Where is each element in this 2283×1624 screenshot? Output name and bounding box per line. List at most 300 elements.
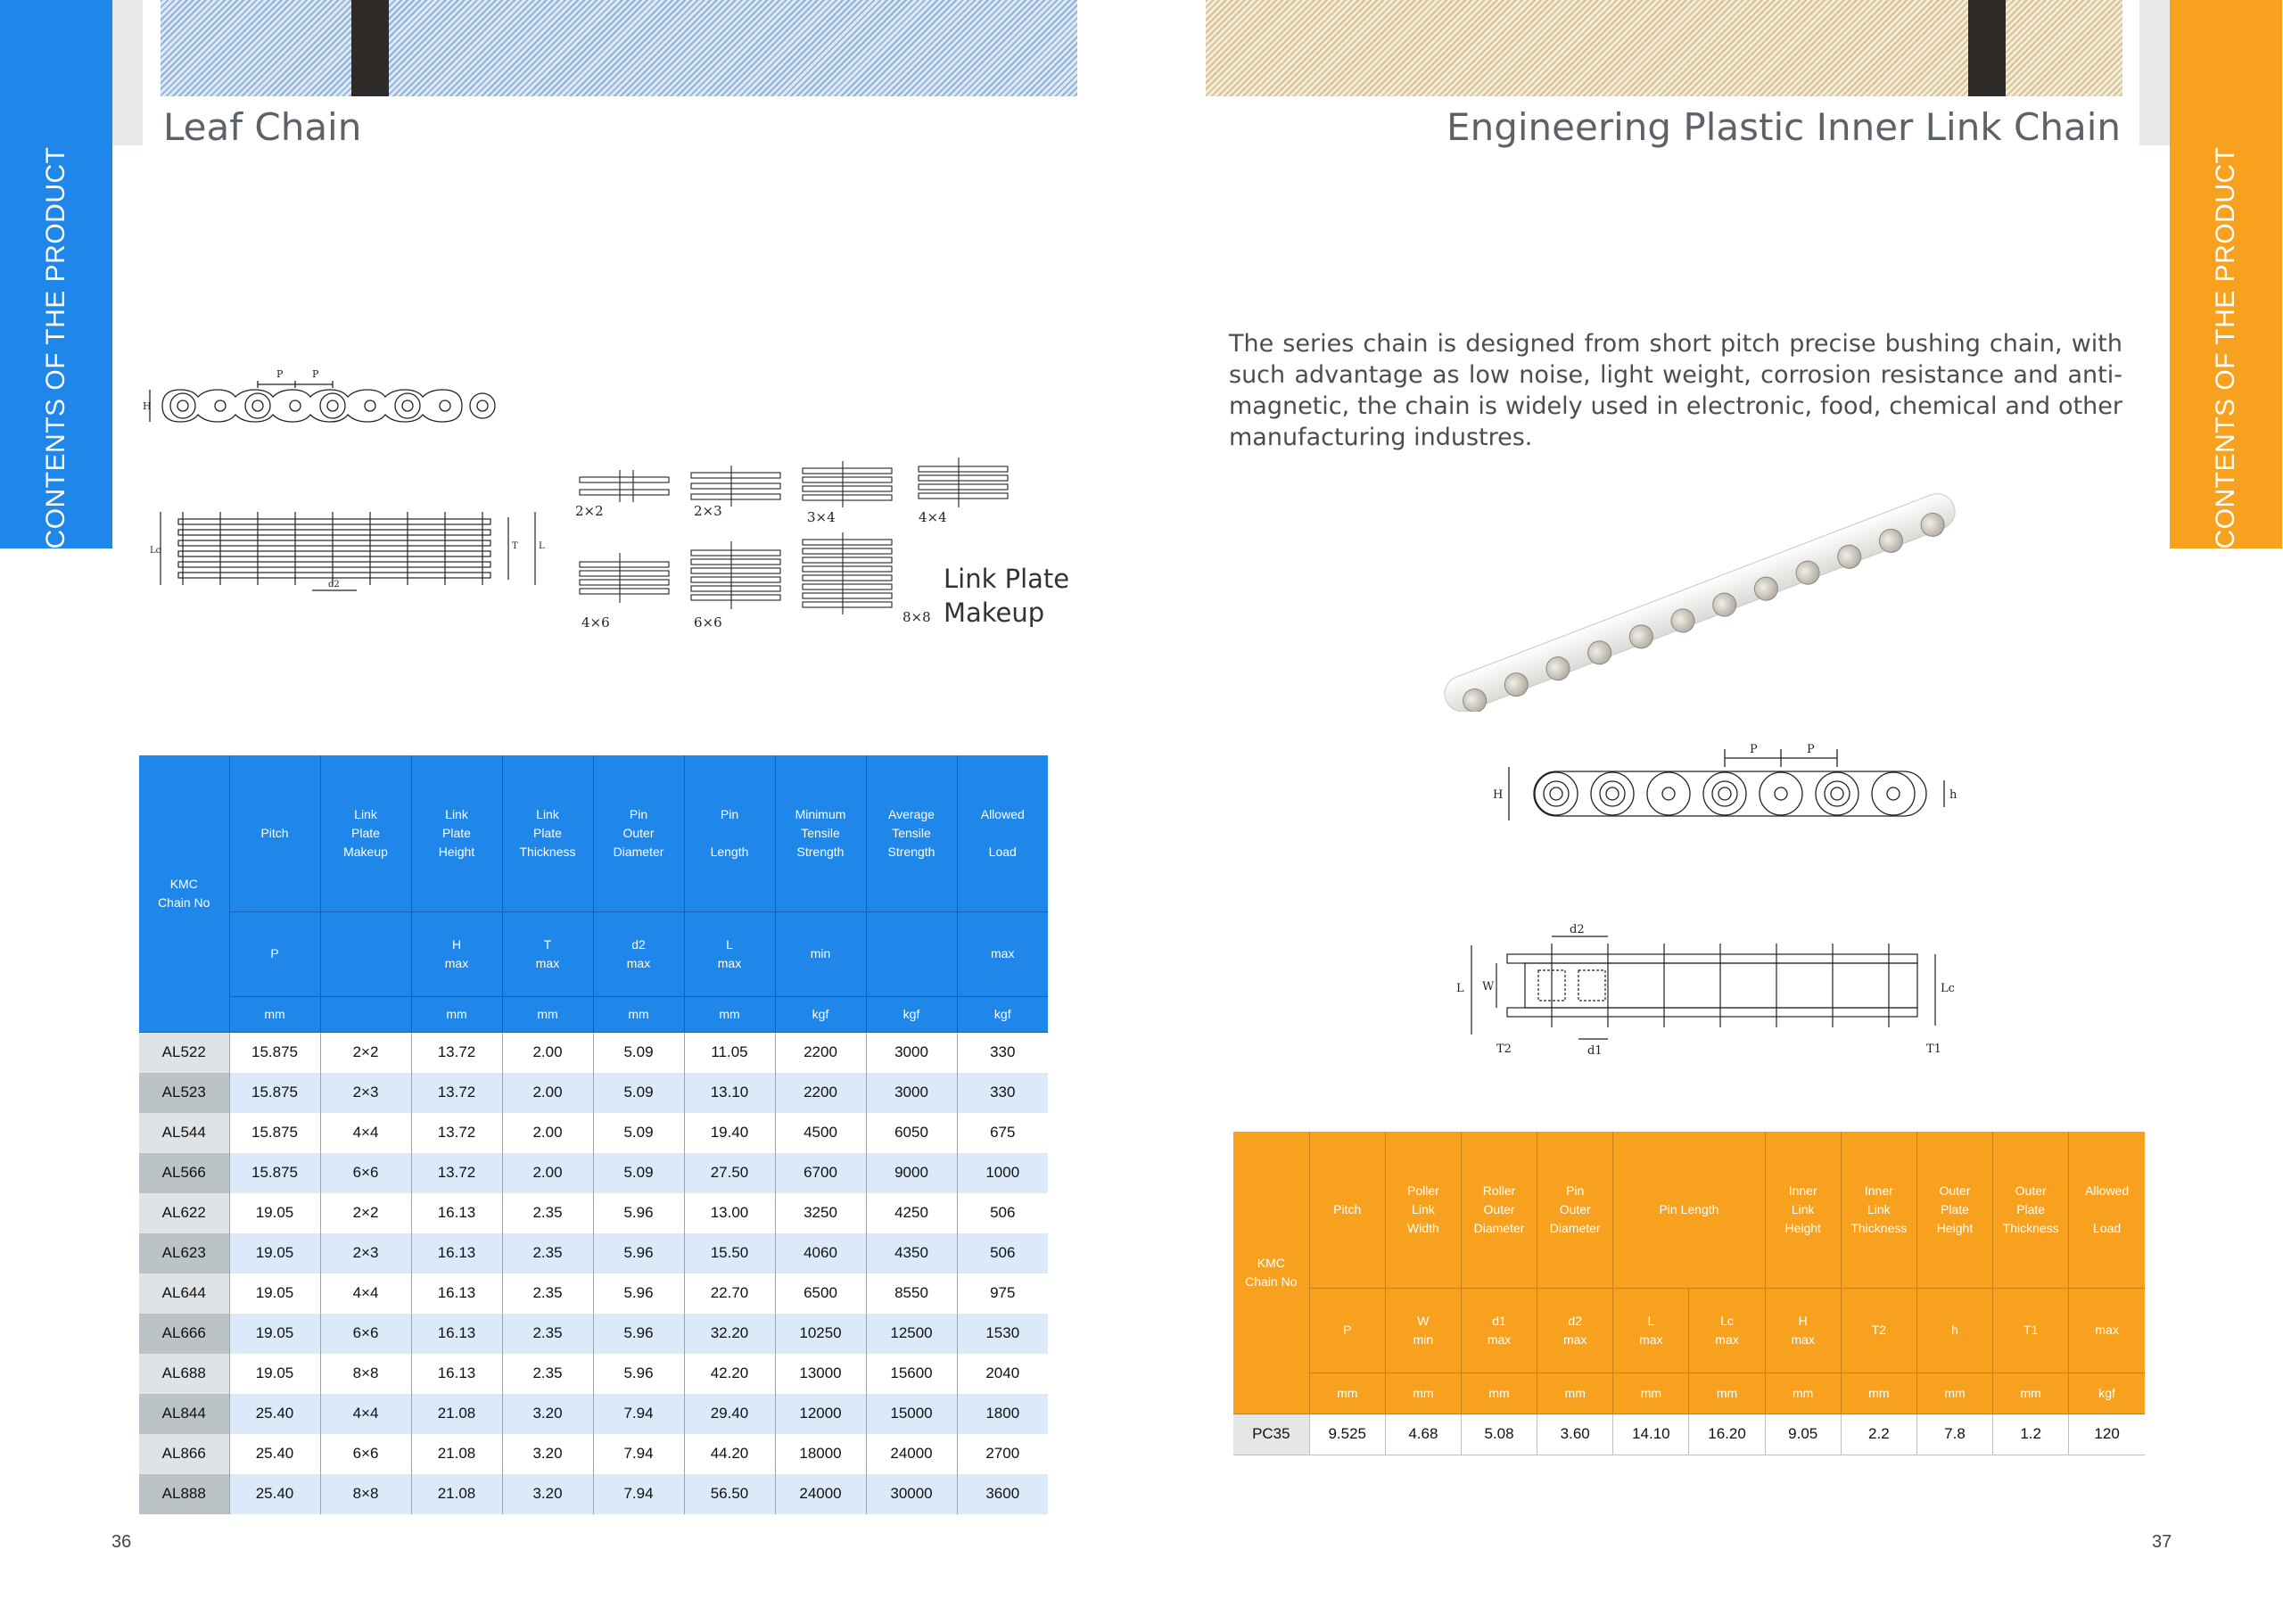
table-cell: 2.00 [502, 1113, 593, 1153]
header-column [1461, 1132, 1537, 1288]
header-symbol [1689, 1288, 1765, 1373]
header-line: h [1951, 1323, 1958, 1337]
table-cell: 13.72 [411, 1032, 502, 1073]
header-line: Link [1867, 1201, 1891, 1216]
header-line: Diameter [1549, 1220, 1601, 1235]
header-line: L [726, 936, 733, 952]
table-row [139, 1354, 1048, 1394]
table-cell: 2.00 [502, 1073, 593, 1113]
table-cell: 5.09 [593, 1032, 684, 1073]
header-line: max [1487, 1331, 1512, 1347]
header-line: min [1413, 1331, 1434, 1347]
header-symbol [1613, 1288, 1689, 1373]
table-cell: 3.20 [502, 1474, 593, 1514]
header-unit: mm [1461, 1373, 1537, 1414]
table-cell: 13.72 [411, 1073, 502, 1113]
left-banner-bar [351, 0, 389, 96]
header-column [1916, 1132, 1992, 1288]
header-column [1993, 1132, 2069, 1288]
table-cell: 13.72 [411, 1153, 502, 1193]
header-column [502, 755, 593, 911]
width-label: W [1482, 980, 1495, 993]
header-line: P [270, 946, 279, 960]
left-side-tab [0, 0, 112, 548]
header-line: Minimum [795, 806, 846, 821]
left-header-banner [161, 0, 1077, 96]
chain-number-cell: AL622 [139, 1193, 229, 1233]
header-line: Link [1412, 1201, 1435, 1216]
header-unit: kgf [957, 996, 1048, 1032]
table-cell: 19.40 [684, 1113, 775, 1153]
header-line: Allowed [2085, 1183, 2130, 1198]
table-cell: 27.50 [684, 1153, 775, 1193]
pitch-label: P [312, 368, 319, 380]
chain-number-cell: AL888 [139, 1474, 229, 1514]
height-label: H [1493, 788, 1504, 802]
table-cell: 8×8 [320, 1354, 411, 1394]
header-unit: mm [1841, 1373, 1916, 1414]
header-unit: mm [1613, 1373, 1689, 1414]
table-cell: 15.875 [229, 1113, 320, 1153]
header-symbol [866, 911, 957, 996]
header-column [1385, 1132, 1461, 1288]
table-cell: 19.05 [229, 1193, 320, 1233]
table-cell: 8550 [866, 1274, 957, 1314]
table-cell: 120 [2069, 1414, 2145, 1455]
header-column [866, 755, 957, 911]
header-line: T [543, 936, 552, 952]
header-line: Link [354, 806, 377, 821]
table-cell: 2200 [775, 1073, 866, 1113]
table-cell: 7.94 [593, 1394, 684, 1434]
table-cell: 25.40 [229, 1394, 320, 1434]
header-line: L [1647, 1313, 1655, 1328]
header-column [2069, 1132, 2145, 1288]
header-line: Makeup [343, 844, 388, 859]
table-cell: 6×6 [320, 1434, 411, 1474]
table-cell: 2×3 [320, 1233, 411, 1274]
table-cell: 18000 [775, 1434, 866, 1474]
table-cell: 2.35 [502, 1314, 593, 1354]
header-column [593, 755, 684, 911]
header-line: Pitch [1333, 1201, 1362, 1216]
table-cell: 16.13 [411, 1193, 502, 1233]
table-cell: 15.875 [229, 1073, 320, 1113]
header-line: Plate [533, 825, 562, 840]
header-line: Chain No [1245, 1274, 1298, 1289]
table-cell: 506 [957, 1233, 1048, 1274]
header-line: Chain No [158, 894, 210, 910]
header-line: Outer [1559, 1201, 1591, 1216]
table-cell: 2.35 [502, 1193, 593, 1233]
table-row [139, 1434, 1048, 1474]
header-unit: mm [1385, 1373, 1461, 1414]
table-cell: 3.20 [502, 1434, 593, 1474]
table-cell: 1800 [957, 1394, 1048, 1434]
t1-label: T1 [1926, 1043, 1941, 1056]
header-line: KMC [169, 876, 198, 891]
pitch-label: P [1750, 743, 1758, 756]
table-cell: 16.13 [411, 1314, 502, 1354]
header-line: Pin [720, 806, 739, 821]
header-unit: mm [1993, 1373, 2069, 1414]
leaf-chain-side-drawing [143, 361, 544, 450]
table-cell: 2200 [775, 1032, 866, 1073]
table-cell: 2.35 [502, 1274, 593, 1314]
header-column [775, 755, 866, 911]
header-symbol [411, 911, 502, 996]
table-cell: 506 [957, 1193, 1048, 1233]
table-cell: 25.40 [229, 1434, 320, 1474]
lc-label: Lc [1941, 982, 1955, 995]
chain-number-cell: AL566 [139, 1153, 229, 1193]
left-page-title: Leaf Chain [163, 105, 362, 149]
table-cell: 330 [957, 1073, 1048, 1113]
table-cell: 1.2 [1993, 1414, 2069, 1455]
header-line: Plate [442, 825, 471, 840]
right-side-tab [2170, 0, 2282, 548]
plastic-chain-top-drawing [1454, 919, 1962, 1061]
table-cell: 15.875 [229, 1032, 320, 1073]
table-cell: 5.09 [593, 1113, 684, 1153]
table-row [139, 1073, 1048, 1113]
leaf-chain-top-drawing [143, 508, 562, 598]
header-line: Roller [1482, 1183, 1516, 1198]
header-unit: mm [229, 996, 320, 1032]
table-cell: 9.525 [1309, 1414, 1385, 1455]
header-symbol [1916, 1288, 1992, 1373]
chain-number-cell: AL688 [139, 1354, 229, 1394]
table-cell: 12000 [775, 1394, 866, 1434]
header-line: Height [1936, 1220, 1974, 1235]
header-line [321, 944, 411, 963]
table-row [139, 1314, 1048, 1354]
header-line: d2 [631, 936, 646, 952]
table-cell: 2×2 [320, 1193, 411, 1233]
link-plate-makeup-label: Link Plate Makeup [944, 564, 1070, 628]
header-line: Thickness [2002, 1220, 2059, 1235]
header-column [957, 755, 1048, 911]
table-row [1233, 1414, 2145, 1455]
header-unit: mm [593, 996, 684, 1032]
table-cell: 14.10 [1613, 1414, 1689, 1455]
chain-number-cell: AL844 [139, 1394, 229, 1434]
table-cell: 5.09 [593, 1073, 684, 1113]
header-unit: mm [1537, 1373, 1613, 1414]
t2-label: T2 [1496, 1043, 1512, 1056]
right-side-tab-label: CONTENTS OF THE PRODUCT [2211, 146, 2240, 549]
table-row [139, 1474, 1048, 1514]
makeup-8x8: 8×8 [902, 609, 931, 625]
header-unit: mm [684, 996, 775, 1032]
header-symbol [1385, 1288, 1461, 1373]
table-cell: 2.2 [1841, 1414, 1916, 1455]
table-cell: 3600 [957, 1474, 1048, 1514]
header-symbol [684, 911, 775, 996]
header-unit: mm [1765, 1373, 1841, 1414]
chain-number-cell: AL644 [139, 1274, 229, 1314]
header-line: Load [988, 844, 1017, 859]
table-cell: 5.09 [593, 1153, 684, 1193]
header-line: Link [1791, 1201, 1815, 1216]
header-chain-no [139, 755, 229, 1032]
table-cell: 330 [957, 1032, 1048, 1073]
table-cell: 16.13 [411, 1274, 502, 1314]
table-cell: 44.20 [684, 1434, 775, 1474]
header-unit [320, 996, 411, 1032]
table-cell: 32.20 [684, 1314, 775, 1354]
left-page-number: 36 [111, 1532, 132, 1552]
table-cell: 56.50 [684, 1474, 775, 1514]
header-line [958, 824, 1049, 843]
table-cell: 15600 [866, 1354, 957, 1394]
header-line: d2 [1568, 1313, 1582, 1328]
header-column [411, 755, 502, 911]
chain-number-cell: AL623 [139, 1233, 229, 1274]
header-line: Plate [2016, 1201, 2046, 1216]
table-cell: 4250 [866, 1193, 957, 1233]
table-cell: 19.05 [229, 1314, 320, 1354]
table-cell: 9000 [866, 1153, 957, 1193]
header-line: min [810, 946, 831, 960]
pitch-label: P [276, 368, 284, 380]
makeup-2x3: 2×3 [694, 503, 722, 519]
header-line: T2 [1871, 1323, 1887, 1337]
header-column [1309, 1132, 1385, 1288]
table-cell: 5.96 [593, 1233, 684, 1274]
header-line: max [535, 955, 560, 970]
d2-label: d2 [328, 580, 340, 589]
header-line [685, 824, 775, 843]
table-cell: 9.05 [1765, 1414, 1841, 1455]
table-cell: 19.05 [229, 1233, 320, 1274]
table-cell: 1000 [957, 1153, 1048, 1193]
product-description: The series chain is designed from short pitch precise bushing chain, with such advantage as low noise, light weight, corrosion resistance and anti-magnetic, the chain is widely used in electronic, food, chemical and other manufacturing industres. [1229, 330, 2122, 451]
table-cell: 3.20 [502, 1394, 593, 1434]
table-cell: 25.40 [229, 1474, 320, 1514]
left-side-tab-label: CONTENTS OF THE PRODUCT [41, 146, 70, 549]
table-cell: 6050 [866, 1113, 957, 1153]
header-line: Pitch [260, 825, 289, 840]
header-line: max [991, 946, 1015, 960]
header-line: Outer [2015, 1183, 2047, 1198]
chain-number-cell: AL523 [139, 1073, 229, 1113]
right-page-number: 37 [2152, 1532, 2172, 1552]
table-cell: 3000 [866, 1073, 957, 1113]
header-line [2069, 1200, 2145, 1219]
header-line: Link [536, 806, 559, 821]
header-unit: mm [502, 996, 593, 1032]
header-symbol [2069, 1288, 2145, 1373]
table-cell: 15.50 [684, 1233, 775, 1274]
header-column [1765, 1132, 1841, 1288]
table-row [139, 1153, 1048, 1193]
header-line: Thickness [519, 844, 576, 859]
header-line: Diameter [613, 844, 664, 859]
header-line: Diameter [1473, 1220, 1525, 1235]
chain-number-cell: PC35 [1233, 1414, 1309, 1455]
d2-label: d2 [1570, 923, 1585, 936]
header-symbol [502, 911, 593, 996]
header-unit: mm [1916, 1373, 1992, 1414]
header-column [320, 755, 411, 911]
header-line: Plate [351, 825, 380, 840]
header-column [229, 755, 320, 911]
header-column [1613, 1132, 1765, 1288]
header-line: Outer [1939, 1183, 1971, 1198]
table-cell: 11.05 [684, 1032, 775, 1073]
header-line: Inner [1788, 1183, 1817, 1198]
leaf-chain-spec-table [139, 755, 1048, 1514]
header-line: max [717, 955, 742, 970]
table-cell: 2700 [957, 1434, 1048, 1474]
table-cell: 8×8 [320, 1474, 411, 1514]
table-cell: 6500 [775, 1274, 866, 1314]
header-line: Outer [1483, 1201, 1515, 1216]
table-cell: 4×4 [320, 1113, 411, 1153]
table-cell: 2.00 [502, 1032, 593, 1073]
table-cell: 4.68 [1385, 1414, 1461, 1455]
makeup-3x4: 3×4 [807, 509, 836, 525]
header-line: Load [2093, 1220, 2122, 1235]
header-line: Tensile [892, 825, 931, 840]
table-cell: 5.96 [593, 1314, 684, 1354]
header-column [684, 755, 775, 911]
header-line [867, 944, 957, 963]
table-cell: 3250 [775, 1193, 866, 1233]
right-page-title: Engineering Plastic Inner Link Chain [1446, 105, 2121, 149]
header-line: max [2095, 1323, 2119, 1337]
table-cell: 13.00 [684, 1193, 775, 1233]
table-cell: 6×6 [320, 1153, 411, 1193]
makeup-2x2: 2×2 [575, 503, 604, 519]
table-cell: 4500 [775, 1113, 866, 1153]
table-cell: 16.20 [1689, 1414, 1765, 1455]
table-cell: 10250 [775, 1314, 866, 1354]
header-line: Outer [622, 825, 655, 840]
header-line: Poller [1406, 1183, 1439, 1198]
table-cell: 42.20 [684, 1354, 775, 1394]
table-cell: 3000 [866, 1032, 957, 1073]
header-line: KMC [1257, 1255, 1285, 1270]
header-line: Pin Length [1659, 1201, 1719, 1216]
header-unit: mm [411, 996, 502, 1032]
header-line: Strength [887, 844, 935, 859]
header-line: Pin [629, 806, 648, 821]
table-cell: 4×4 [320, 1394, 411, 1434]
header-line: Width [1406, 1220, 1439, 1235]
header-line: Tensile [801, 825, 840, 840]
header-line: Height [438, 844, 475, 859]
header-symbol [320, 911, 411, 996]
chain-number-cell: AL666 [139, 1314, 229, 1354]
header-line: Pin [1566, 1183, 1585, 1198]
header-unit: kgf [866, 996, 957, 1032]
right-banner-bar [1968, 0, 2006, 96]
header-line: Link [445, 806, 468, 821]
header-chain-no [1233, 1132, 1309, 1414]
table-row [139, 1193, 1048, 1233]
header-unit: kgf [2069, 1373, 2145, 1414]
thickness-label: T [512, 541, 518, 551]
table-cell: 21.08 [411, 1434, 502, 1474]
header-line: P [1343, 1323, 1352, 1337]
plastic-chain-photo [1409, 489, 1989, 712]
table-cell: 2×2 [320, 1032, 411, 1073]
length-label: L [1456, 982, 1464, 995]
table-cell: 1530 [957, 1314, 1048, 1354]
header-line: Average [888, 806, 935, 821]
header-line: H [451, 936, 462, 952]
table-cell: 5.96 [593, 1193, 684, 1233]
table-cell: 21.08 [411, 1394, 502, 1434]
table-cell: 7.94 [593, 1434, 684, 1474]
table-cell: 3.60 [1537, 1414, 1613, 1455]
header-unit: kgf [775, 996, 866, 1032]
header-line: max [444, 955, 469, 970]
table-cell: 6×6 [320, 1314, 411, 1354]
table-cell: 2×3 [320, 1073, 411, 1113]
table-cell: 4×4 [320, 1274, 411, 1314]
table-cell: 15000 [866, 1394, 957, 1434]
makeup-4x6: 4×6 [581, 614, 610, 631]
table-cell: 15.875 [229, 1153, 320, 1193]
table-cell: 22.70 [684, 1274, 775, 1314]
header-line: Strength [796, 844, 845, 859]
header-line: max [1715, 1331, 1739, 1347]
header-symbol [1461, 1288, 1537, 1373]
table-cell: 4060 [775, 1233, 866, 1274]
header-line: H [1798, 1313, 1808, 1328]
chain-number-cell: AL544 [139, 1113, 229, 1153]
table-cell: 2.35 [502, 1354, 593, 1394]
table-cell: 29.40 [684, 1394, 775, 1434]
table-cell: 13000 [775, 1354, 866, 1394]
table-cell: 13.72 [411, 1113, 502, 1153]
left-gray-strip [112, 0, 143, 145]
header-symbol [957, 911, 1048, 996]
small-h-label: h [1949, 788, 1957, 802]
header-line: W [1417, 1313, 1430, 1328]
header-line: Inner [1864, 1183, 1893, 1198]
header-line: max [1562, 1331, 1587, 1347]
header-unit: mm [1309, 1373, 1385, 1414]
table-cell: 21.08 [411, 1474, 502, 1514]
header-line: d1 [1492, 1313, 1506, 1328]
header-line: Allowed [980, 806, 1025, 821]
table-row [139, 1394, 1048, 1434]
table-cell: 7.94 [593, 1474, 684, 1514]
d1-label: d1 [1587, 1044, 1603, 1058]
makeup-6x6: 6×6 [694, 614, 722, 631]
lc-label: Lc [150, 546, 161, 556]
table-row [139, 1274, 1048, 1314]
table-cell: 5.96 [593, 1354, 684, 1394]
table-cell: 2.00 [502, 1153, 593, 1193]
header-symbol [229, 911, 320, 996]
table-row [139, 1113, 1048, 1153]
right-gray-strip [2139, 0, 2170, 145]
header-symbol [1537, 1288, 1613, 1373]
table-cell: 16.13 [411, 1233, 502, 1274]
header-symbol [1765, 1288, 1841, 1373]
header-symbol [775, 911, 866, 996]
table-cell: 30000 [866, 1474, 957, 1514]
pitch-label: P [1807, 743, 1815, 756]
table-cell: 975 [957, 1274, 1048, 1314]
table-cell: 12500 [866, 1314, 957, 1354]
header-line: Plate [1941, 1201, 1969, 1216]
